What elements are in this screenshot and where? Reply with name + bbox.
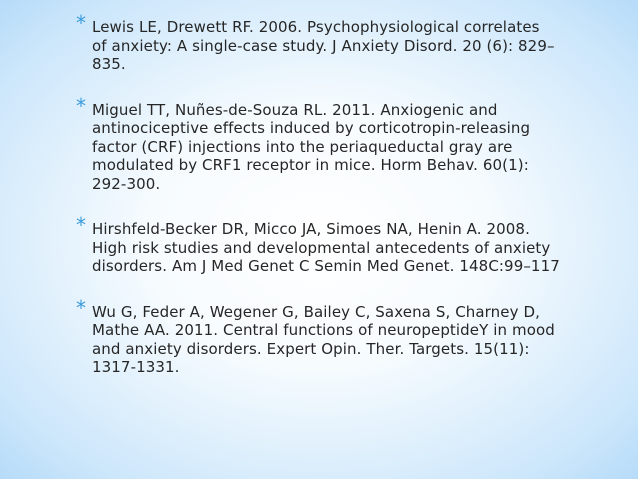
reference-item bbox=[76, 93, 576, 194]
bullet-asterisk-icon: * bbox=[76, 213, 87, 237]
reference-item bbox=[76, 295, 576, 377]
bullet-asterisk-icon: * bbox=[76, 295, 87, 320]
reference-text: Miguel TT, Nuñes-de-Souza RL. 2011. Anxiogenic and antinociceptive effects induced by corticotropin-releasing factor (CRF) injections into the periaqueductal gray are modulated by CRF1 receptor in mice. Horm Behav. 60(1): 292-300. bbox=[92, 100, 531, 193]
reference-item bbox=[76, 11, 576, 74]
reference-text: Wu G, Feder A, Wegener G, Bailey C, Saxena S, Charney D, Mathe AA. 2011. Central functions of neuropeptideY in mood and anxiety disorders. Expert Opin. Ther. Targets. 15(11): 1317-1331. bbox=[92, 302, 555, 376]
bullet-asterisk-icon: * bbox=[76, 11, 87, 35]
reference-list bbox=[76, 11, 576, 404]
reference-item bbox=[76, 213, 576, 276]
bullet-asterisk-icon: * bbox=[76, 93, 87, 118]
reference-text: Lewis LE, Drewett RF. 2006. Psychophysiological correlates of anxiety: A single-case study. J Anxiety Disord. 20 (6): 829– 835. bbox=[92, 18, 555, 73]
reference-text: Hirshfeld-Becker DR, Micco JA, Simoes NA, Henin A. 2008. High risk studies and developmental antecedents of anxiety disorders. Am J Med Genet C Semin Med Genet. 148C:99–117 bbox=[92, 220, 560, 275]
